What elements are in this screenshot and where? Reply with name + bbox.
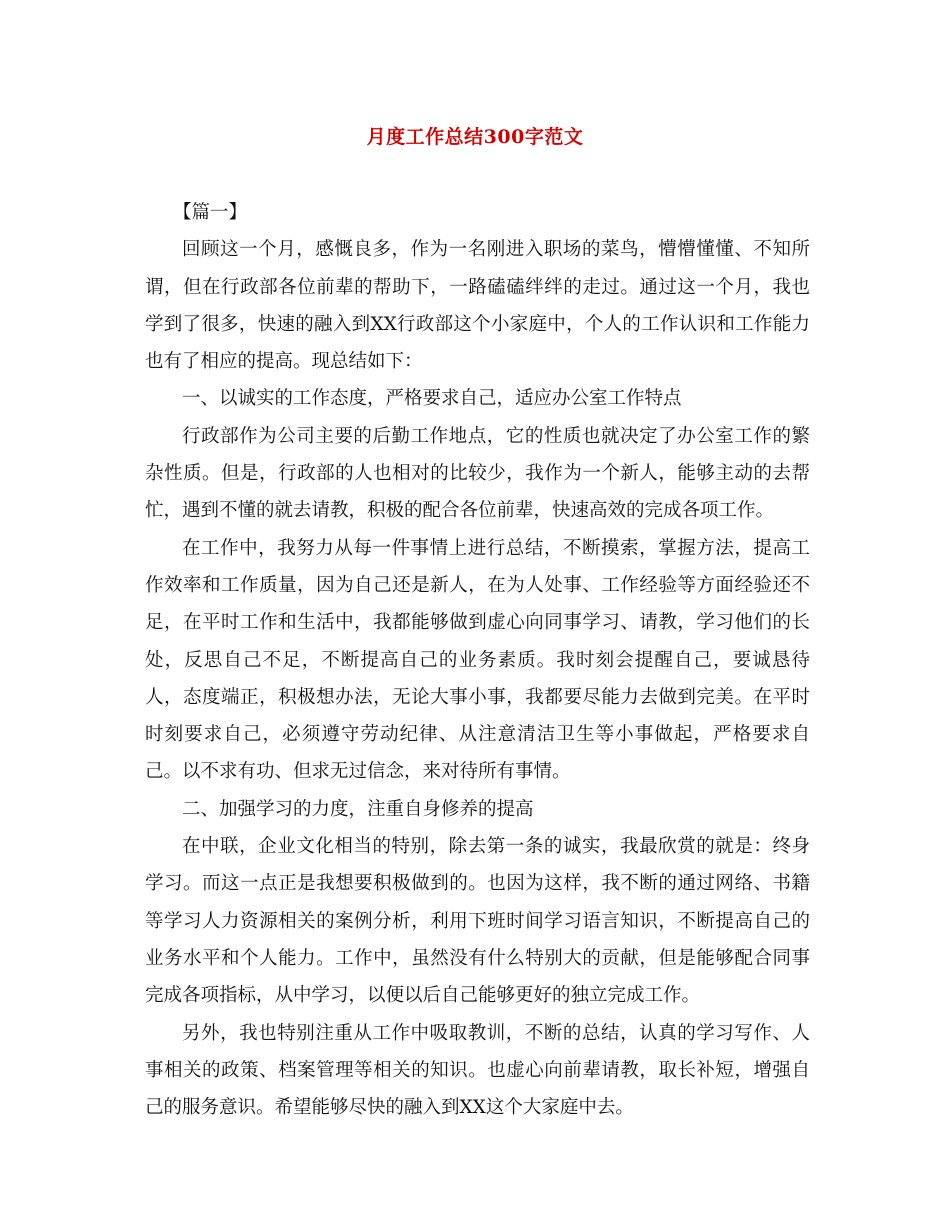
paragraph-4: 另外，我也特别注重从工作中吸取教训，不断的总结，认真的学习写作、人事相关的政策、档案管理等相关的知识。也虚心向前辈请教，取长补短，增强自己的服务意识。希望能够尽快的融入到XX这个大家庭中去。 xyxy=(145,1022,810,1119)
paragraph-3: 在中联，企业文化相当的特别，除去第一条的诚实，我最欣赏的就是：终身学习。而这一点正是我想要积极做到的。也因为这样，我不断的通过网络、书籍等学习人力资源相关的案例分析，利用下班时间学习语言知识，不断提高自己的业务水平和个人能力。工作中，虽然没有什么特别大的贡献，但是能够配合同事完成各项指标，从中学习，以便以后自己能够更好的独立完成工作。 xyxy=(145,836,810,1007)
section-tag: 【篇一】 xyxy=(173,202,248,223)
paragraph-1: 行政部作为公司主要的后勤工作地点，它的性质也就决定了办公室工作的繁杂性质。但是，行政部的人也相对的比较少，我作为一个新人，能够主动的去帮忙，遇到不懂的就去请教，积极的配合各位前辈，快速高效的完成各项工作。 xyxy=(145,425,810,522)
heading-section-1: 一、以诚实的工作态度，严格要求自己，适应办公室工作特点 xyxy=(182,388,682,410)
heading-section-2: 二、加强学习的力度，注重自身修养的提高 xyxy=(182,798,534,820)
document-title: 月度工作总结300字范文 xyxy=(366,126,584,148)
paragraph-2: 在工作中，我努力从每一件事情上进行总结，不断摸索，掌握方法，提高工作效率和工作质量，因为自己还是新人，在为人处事、工作经验等方面经验还不足，在平时工作和生活中，我都能够做到虚心向同事学习、请教，学习他们的长处，反思自己不足，不断提高自己的业务素质。我时刻会提醒自己，要诚恳待人，态度端正，积极想办法，无论大事小事，我都要尽能力去做到完美。在平时时刻要求自己，必须遵守劳动纪律、从注意清洁卫生等小事做起，严格要求自己。以不求有功、但求无过信念，来对待所有事情。 xyxy=(145,537,810,783)
paragraph-intro: 回顾这一个月，感慨良多，作为一名刚进入职场的菜鸟，懵懵懂懂、不知所谓，但在行政部各位前辈的帮助下，一路磕磕绊绊的走过。通过这一个月，我也学到了很多，快速的融入到XX行政部这个小家庭中，个人的工作认识和工作能力也有了相应的提高。现总结如下： xyxy=(145,239,810,373)
document-body xyxy=(145,194,810,1126)
